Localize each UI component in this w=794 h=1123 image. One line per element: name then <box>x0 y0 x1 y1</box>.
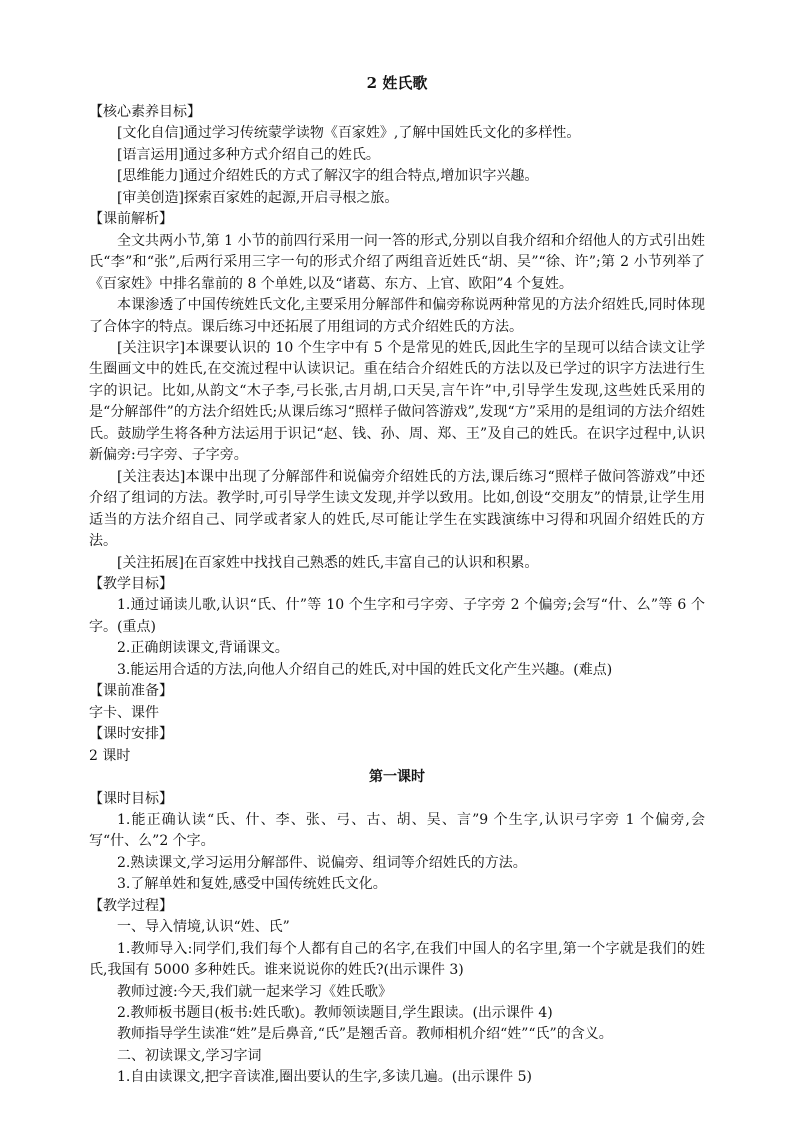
section-heading: 【课前解析】 <box>89 211 173 228</box>
paragraph: 2.正确朗读课文,背诵课文。 <box>117 640 289 657</box>
section-heading: 【课时安排】 <box>89 726 173 743</box>
section-heading: 【教学过程】 <box>89 897 173 914</box>
paragraph: 2.教师板书题目(板书:姓氏歌)。教师领读题目,学生跟读。(出示课件 4) <box>117 1005 553 1022</box>
section-heading: 【核心素养目标】 <box>89 104 201 120</box>
section-heading: 【课前准备】 <box>89 683 173 700</box>
paragraph: 1.通过诵读儿歌,认识“氏、什”等 10 个生字和弓字旁、子字旁 2 个偏旁;会写“什、么”等 6 个字。(重点) <box>89 597 705 635</box>
section-heading: 【课时目标】 <box>89 790 173 807</box>
lesson-heading: 第一课时 <box>369 769 425 786</box>
paragraph: [文化自信]通过学习传统蒙学读物《百家姓》,了解中国姓氏文化的多样性。 <box>117 125 581 142</box>
paragraph: 3.了解单姓和复姓,感受中国传统姓氏文化。 <box>117 876 387 893</box>
paragraph: [审美创造]探索百家姓的起源,开启寻根之旅。 <box>117 189 399 206</box>
paragraph: 全文共两小节,第 1 小节的前四行采用一问一答的形式,分别以自我介绍和介绍他人的方式引出姓氏“李”和“张”,后两行采用三字一句的形式介绍了两组音近姓氏“胡、吴”“徐、许”;第 2 小节列举了《百家姓》中排名靠前的 8 个单姓,以及“诸葛、东方、上官、欧阳”4 个复姓。 <box>89 232 705 292</box>
paragraph: [语言运用]通过多种方式介绍自己的姓氏。 <box>117 146 380 163</box>
lesson-content <box>89 102 705 1089</box>
paragraph: [关注表达]本课中出现了分解部件和说偏旁介绍姓氏的方法,课后练习“照样子做问答游戏”中还介绍了组词的方法。教学时,可引导学生读文发现,并学以致用。比如,创设“交朋友”的情景,让学生用适当的方法介绍自己、同学或者家人的姓氏,尽可能让学生在实践演练中习得和巩固介绍姓氏的方法。 <box>89 468 705 550</box>
paragraph: 教师指导学生读准“姓”是后鼻音,“氏”是翘舌音。教师相机介绍“姓”“氏”的含义。 <box>117 1026 613 1043</box>
paragraph: 3.能运用合适的方法,向他人介绍自己的姓氏,对中国的姓氏文化产生兴趣。(难点) <box>117 661 613 678</box>
paragraph: 1.教师导入:同学们,我们每个人都有自己的名字,在我们中国人的名字里,第一个字就是我们的姓氏,我国有 5000 多种姓氏。谁来说说你的姓氏?(出示课件 3) <box>89 940 705 979</box>
paragraph: [关注拓展]在百家姓中找找自己熟悉的姓氏,丰富自己的认识和积累。 <box>117 554 539 571</box>
paragraph: 教师过渡:今天,我们就一起来学习《姓氏歌》 <box>117 983 393 1000</box>
paragraph: [思维能力]通过介绍姓氏的方式了解汉字的组合特点,增加识字兴趣。 <box>117 168 539 185</box>
page-title: 2 姓氏歌 <box>366 74 428 92</box>
section-heading: 字卡、课件 <box>89 704 159 721</box>
paragraph: 1.自由读课文,把字音读准,圈出要认的生字,多读几遍。(出示课件 5) <box>117 1069 532 1086</box>
section-heading: 【教学目标】 <box>89 575 173 592</box>
paragraph: 一、导入情境,认识“姓、氏” <box>117 919 290 936</box>
paragraph: 二、初读课文,学习字词 <box>117 1047 262 1064</box>
paragraph: 1.能正确认读“氏、什、李、张、弓、古、胡、吴、言”9 个生字,认识弓字旁 1 个偏旁,会写“什、么”2 个字。 <box>89 811 705 850</box>
section-heading: 2 课时 <box>89 747 131 764</box>
paragraph: 本课渗透了中国传统姓氏文化,主要采用分解部件和偏旁称说两种常见的方法介绍姓氏,同时体现了合体字的特点。课后练习中还拓展了用组词的方式介绍姓氏的方法。 <box>89 297 705 335</box>
paragraph: [关注识字]本课要认识的 10 个生字中有 5 个是常见的姓氏,因此生字的呈现可以结合读文让学生圈画文中的姓氏,在交流过程中认读识记。重在结合介绍姓氏的方法以及已学过的识字方法进行生字的识记。比如,从韵文“木子李,弓长张,古月胡,口天吴,言午许”中,引导学生发现,这些姓氏采用的是“分解部件”的方法介绍姓氏;从课后练习“照样子做问答游戏”,发现“方”采用的是组词的方法介绍姓氏。鼓励学生将各种方法运用于识记“赵、钱、孙、周、郑、王”及自己的姓氏。在识字过程中,认识新偏旁:弓字旁、子字旁。 <box>89 339 705 464</box>
paragraph: 2.熟读课文,学习运用分解部件、说偏旁、组词等介绍姓氏的方法。 <box>117 854 527 871</box>
